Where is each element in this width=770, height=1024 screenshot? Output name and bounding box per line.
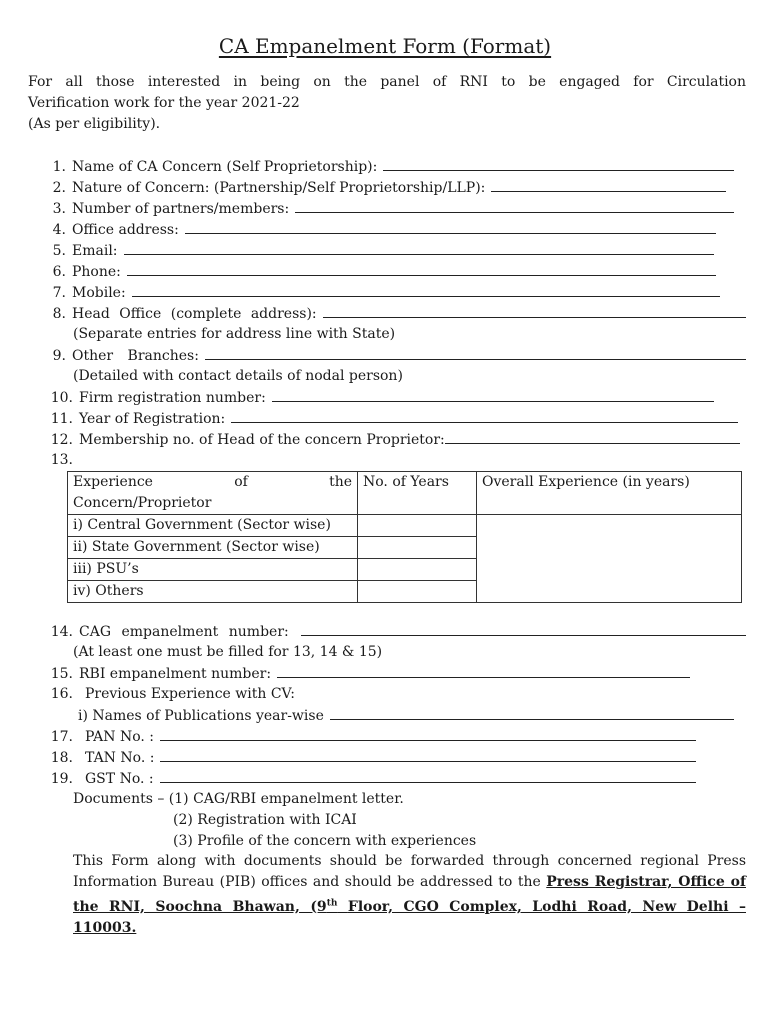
field-number: 18. <box>50 750 73 766</box>
nature-of-concern-input[interactable] <box>491 177 726 192</box>
field-number: 19. <box>50 771 73 787</box>
field-number: 9. <box>52 348 66 364</box>
field-label: Office address: <box>72 222 179 238</box>
field-publications <box>78 705 734 726</box>
years-input-psu[interactable] <box>358 559 477 581</box>
header-text: Experience <box>73 474 153 490</box>
other-branches-input[interactable] <box>205 345 746 360</box>
field-label: Email: <box>72 243 118 259</box>
other-branches-note: (Detailed with contact details of nodal person) <box>73 368 403 384</box>
field-email <box>28 240 714 261</box>
field-experience <box>28 450 88 471</box>
field-label: Previous Experience with CV: <box>85 686 295 702</box>
field-label: Number of partners/members: <box>72 201 290 217</box>
submission-text: This Form along with documents should be forwarded through concerned regional Press Information Bureau (PIB) offices and should be addressed to the <box>73 853 746 890</box>
tan-input[interactable] <box>160 747 696 762</box>
field-number-of-partners <box>28 198 734 219</box>
intro-line-3: (As per eligibility). <box>28 116 161 132</box>
field-label: Nature of Concern: (Partnership/Self Proprietorship/LLP): <box>72 180 486 196</box>
header-text: of <box>234 474 248 490</box>
years-input-state[interactable] <box>358 537 477 559</box>
firm-registration-input[interactable] <box>272 387 714 402</box>
table-header-overall: Overall Experience (in years) <box>477 472 742 515</box>
field-number: 5. <box>52 243 66 259</box>
field-number: 8. <box>52 306 66 322</box>
rbi-empanelment-input[interactable] <box>277 663 690 678</box>
field-number: 13. <box>50 452 73 468</box>
field-label: Mobile: <box>72 285 126 301</box>
field-label: RBI empanelment number: <box>79 666 272 682</box>
field-label: CAG empanelment number: <box>79 624 289 640</box>
field-head-office <box>28 303 746 324</box>
field-number: 15. <box>50 666 73 682</box>
field-mobile <box>28 282 720 303</box>
field-number: 6. <box>52 264 66 280</box>
header-text: Concern/Proprietor <box>73 495 212 511</box>
years-input-others[interactable] <box>358 581 477 603</box>
field-other-branches <box>28 345 746 366</box>
publications-input[interactable] <box>330 705 734 720</box>
field-rbi-empanelment <box>28 663 690 684</box>
field-number: 10. <box>50 390 73 406</box>
page-title: CA Empanelment Form (Format) <box>218 34 552 58</box>
field-gst <box>28 768 696 789</box>
field-number: 11. <box>50 411 73 427</box>
field-membership-no <box>28 429 740 450</box>
email-input[interactable] <box>124 240 714 255</box>
field-label: Other Branches: <box>72 348 199 364</box>
field-label: i) Names of Publications year-wise <box>78 708 324 724</box>
table-header-row <box>68 472 742 515</box>
field-label: Membership no. of Head of the concern Proprietor: <box>79 432 445 448</box>
field-label: Firm registration number: <box>79 390 266 406</box>
field-firm-registration <box>28 387 714 408</box>
field-number: 14. <box>50 624 73 640</box>
field-number: 3. <box>52 201 66 217</box>
field-number: 17. <box>50 729 73 745</box>
field-number: 12. <box>50 432 73 448</box>
field-pan <box>28 726 696 747</box>
table-cell-category: i) Central Government (Sector wise) <box>68 515 358 537</box>
phone-input[interactable] <box>127 261 716 276</box>
head-office-input[interactable] <box>323 303 746 318</box>
field-number: 16. <box>50 686 73 702</box>
field-year-of-registration <box>28 408 738 429</box>
cag-empanelment-input[interactable] <box>301 621 746 636</box>
head-office-note: (Separate entries for address line with State) <box>73 326 396 342</box>
table-row <box>68 515 742 537</box>
field-nature-of-concern <box>28 177 726 198</box>
table-header-experience <box>68 472 358 515</box>
ca-concern-name-input[interactable] <box>383 156 734 171</box>
intro-line-1: For all those interested in being on the panel of RNI to be engaged for Circulation <box>28 74 746 90</box>
address-part: Floor, CGO Complex, Lodhi Road, New Delhi – 110003. <box>73 898 746 936</box>
field-tan <box>28 747 696 768</box>
field-cag-empanelment <box>28 621 746 642</box>
field-label: Head Office (complete address): <box>72 306 317 322</box>
field-number: 4. <box>52 222 66 238</box>
field-ca-concern-name <box>28 156 734 177</box>
field-label: PAN No. : <box>85 729 154 745</box>
cag-empanelment-note: (At least one must be filled for 13, 14 & 15) <box>73 644 383 660</box>
field-office-address <box>28 219 716 240</box>
field-phone <box>28 261 716 282</box>
number-of-partners-input[interactable] <box>295 198 734 213</box>
table-cell-category: iii) PSU’s <box>68 559 358 581</box>
documents-label: Documents – (1) CAG/RBI empanelment letter. <box>73 791 404 807</box>
address-part: Press Registrar, Office of the RNI, Soochna Bhawan, (9 <box>73 874 746 915</box>
address-superscript: th <box>326 898 338 908</box>
field-label: Year of Registration: <box>79 411 226 427</box>
field-number: 2. <box>52 180 66 196</box>
table-cell-category: ii) State Government (Sector wise) <box>68 537 358 559</box>
table-cell-category: iv) Others <box>68 581 358 603</box>
overall-experience-input[interactable] <box>477 515 742 603</box>
field-number: 1. <box>52 159 66 175</box>
experience-table <box>67 471 742 603</box>
field-label: Phone: <box>72 264 121 280</box>
mobile-input[interactable] <box>132 282 720 297</box>
year-of-registration-input[interactable] <box>231 408 738 423</box>
submission-instructions <box>73 851 746 939</box>
header-text: the <box>329 474 352 490</box>
field-number: 7. <box>52 285 66 301</box>
table-header-years: No. of Years <box>358 472 477 515</box>
field-label: TAN No. : <box>85 750 155 766</box>
gst-input[interactable] <box>160 768 696 783</box>
office-address-input[interactable] <box>185 219 716 234</box>
field-label: GST No. : <box>85 771 154 787</box>
field-previous-experience <box>28 684 428 705</box>
intro-line-2: Verification work for the year 2021-22 <box>28 95 300 111</box>
documents-item-2: (2) Registration with ICAI <box>173 812 357 828</box>
membership-no-input[interactable] <box>445 429 740 444</box>
documents-item-3: (3) Profile of the concern with experiences <box>173 833 477 849</box>
field-label: Name of CA Concern (Self Proprietorship): <box>72 159 378 175</box>
years-input-central[interactable] <box>358 515 477 537</box>
pan-input[interactable] <box>160 726 696 741</box>
